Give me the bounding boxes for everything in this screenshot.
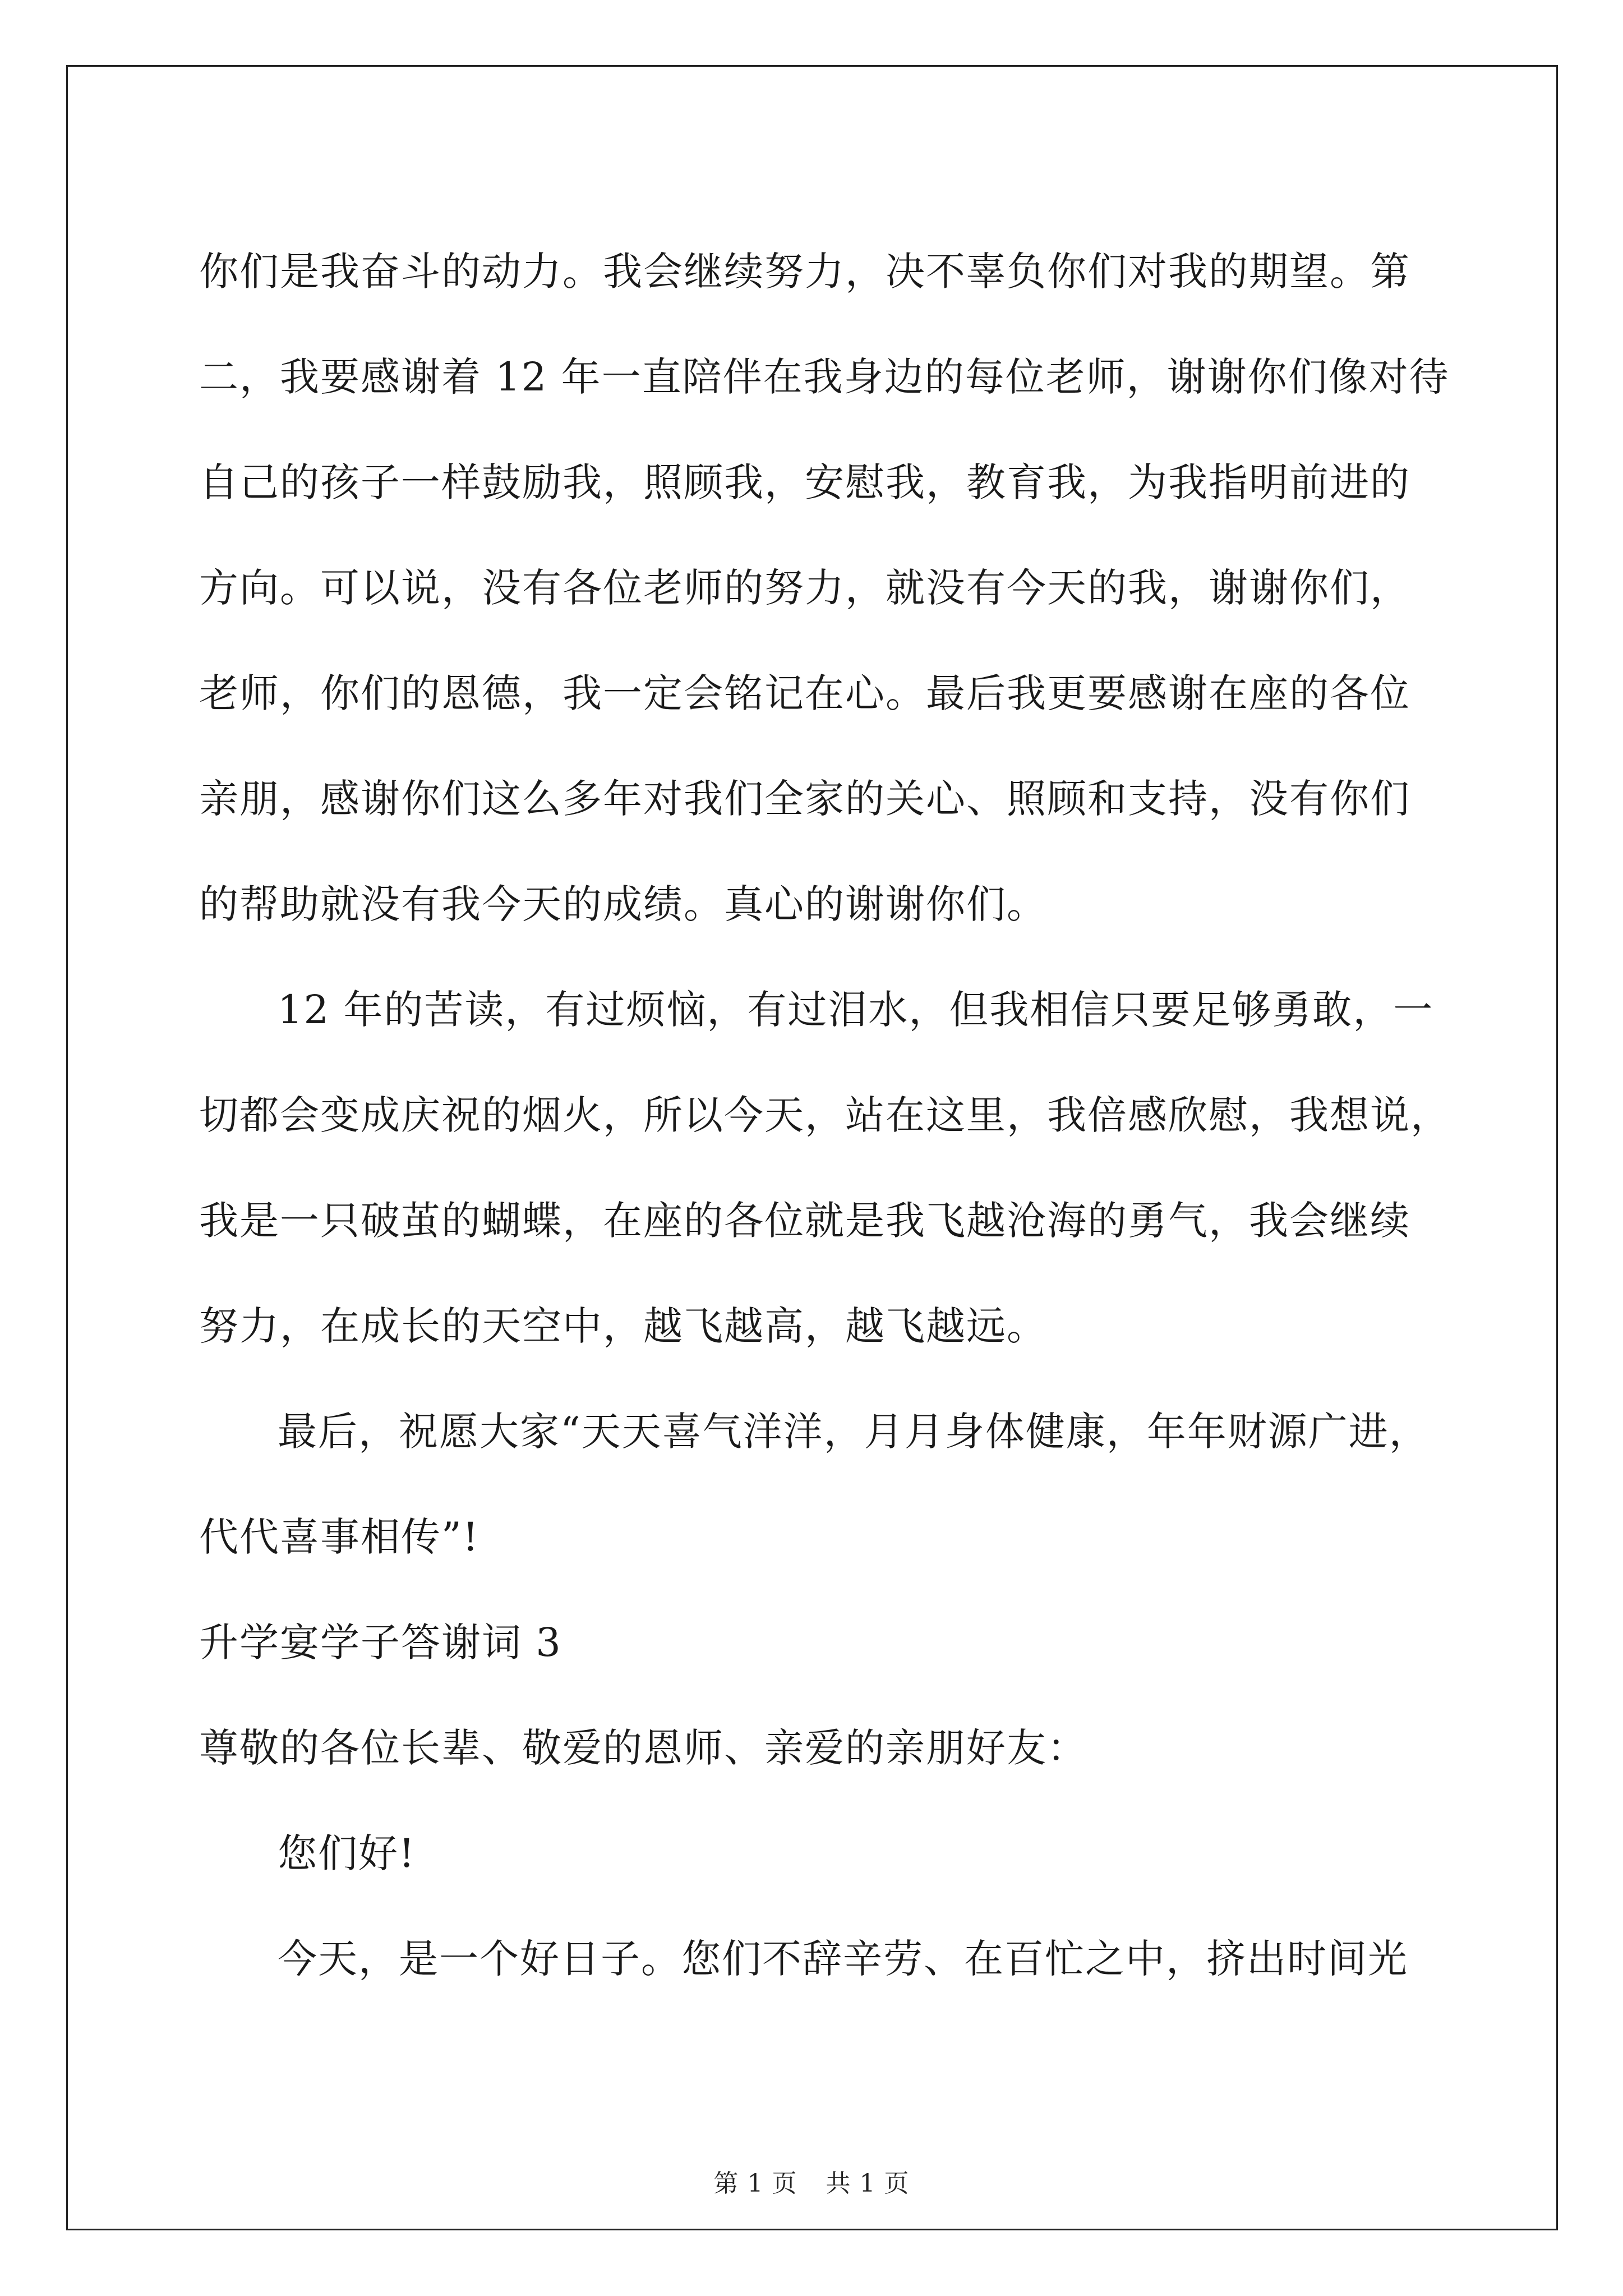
text-line-7: 的帮助就没有我今天的成绩。真心的谢谢你们。 bbox=[199, 881, 1047, 927]
section-heading: 升学宴学子答谢词 3 bbox=[199, 1619, 562, 1665]
text-line-11: 努力，在成长的天空中，越飞越高，越飞越远。 bbox=[199, 1303, 1047, 1349]
page-footer bbox=[0, 2163, 1623, 2199]
salutation: 尊敬的各位长辈、敬爱的恩师、亲爱的亲朋好友： bbox=[199, 1725, 1087, 1771]
text-line-9: 切都会变成庆祝的烟火，所以今天，站在这里，我倍感欣慰，我想说， bbox=[199, 1092, 1451, 1138]
text-line-13: 代代喜事相传”! bbox=[199, 1514, 479, 1560]
page-total: 共 1 页 bbox=[826, 2169, 910, 2198]
text-line-12: 最后，祝愿大家“天天喜气洋洋，月月身体健康，年年财源广进， bbox=[278, 1409, 1430, 1455]
text-line-10: 我是一只破茧的蝴蝶，在座的各位就是我飞越沧海的勇气，我会继续 bbox=[199, 1198, 1410, 1244]
document-body bbox=[199, 219, 1455, 2012]
text-line-4: 方向。可以说，没有各位老师的努力，就没有今天的我，谢谢你们， bbox=[199, 565, 1410, 611]
page-number: 第 1 页 bbox=[713, 2169, 797, 2198]
text-line-8: 12 年的苦读，有过烦恼，有过泪水，但我相信只要足够勇敢，一 bbox=[278, 987, 1434, 1033]
text-line-2: 二，我要感谢着 12 年一直陪伴在我身边的每位老师，谢谢你们像对待 bbox=[199, 354, 1450, 400]
text-line-1: 你们是我奋斗的动力。我会继续努力，决不辜负你们对我的期望。第 bbox=[199, 249, 1410, 295]
text-line-5: 老师，你们的恩德，我一定会铭记在心。最后我更要感谢在座的各位 bbox=[199, 670, 1410, 716]
text-line-6: 亲朋，感谢你们这么多年对我们全家的关心、照顾和支持，没有你们 bbox=[199, 776, 1410, 822]
text-line-17: 今天，是一个好日子。您们不辞辛劳、在百忙之中，挤出时间光 bbox=[278, 1936, 1408, 1982]
greeting: 您们好! bbox=[278, 1830, 416, 1876]
text-line-3: 自己的孩子一样鼓励我，照顾我，安慰我，教育我，为我指明前进的 bbox=[199, 459, 1410, 505]
